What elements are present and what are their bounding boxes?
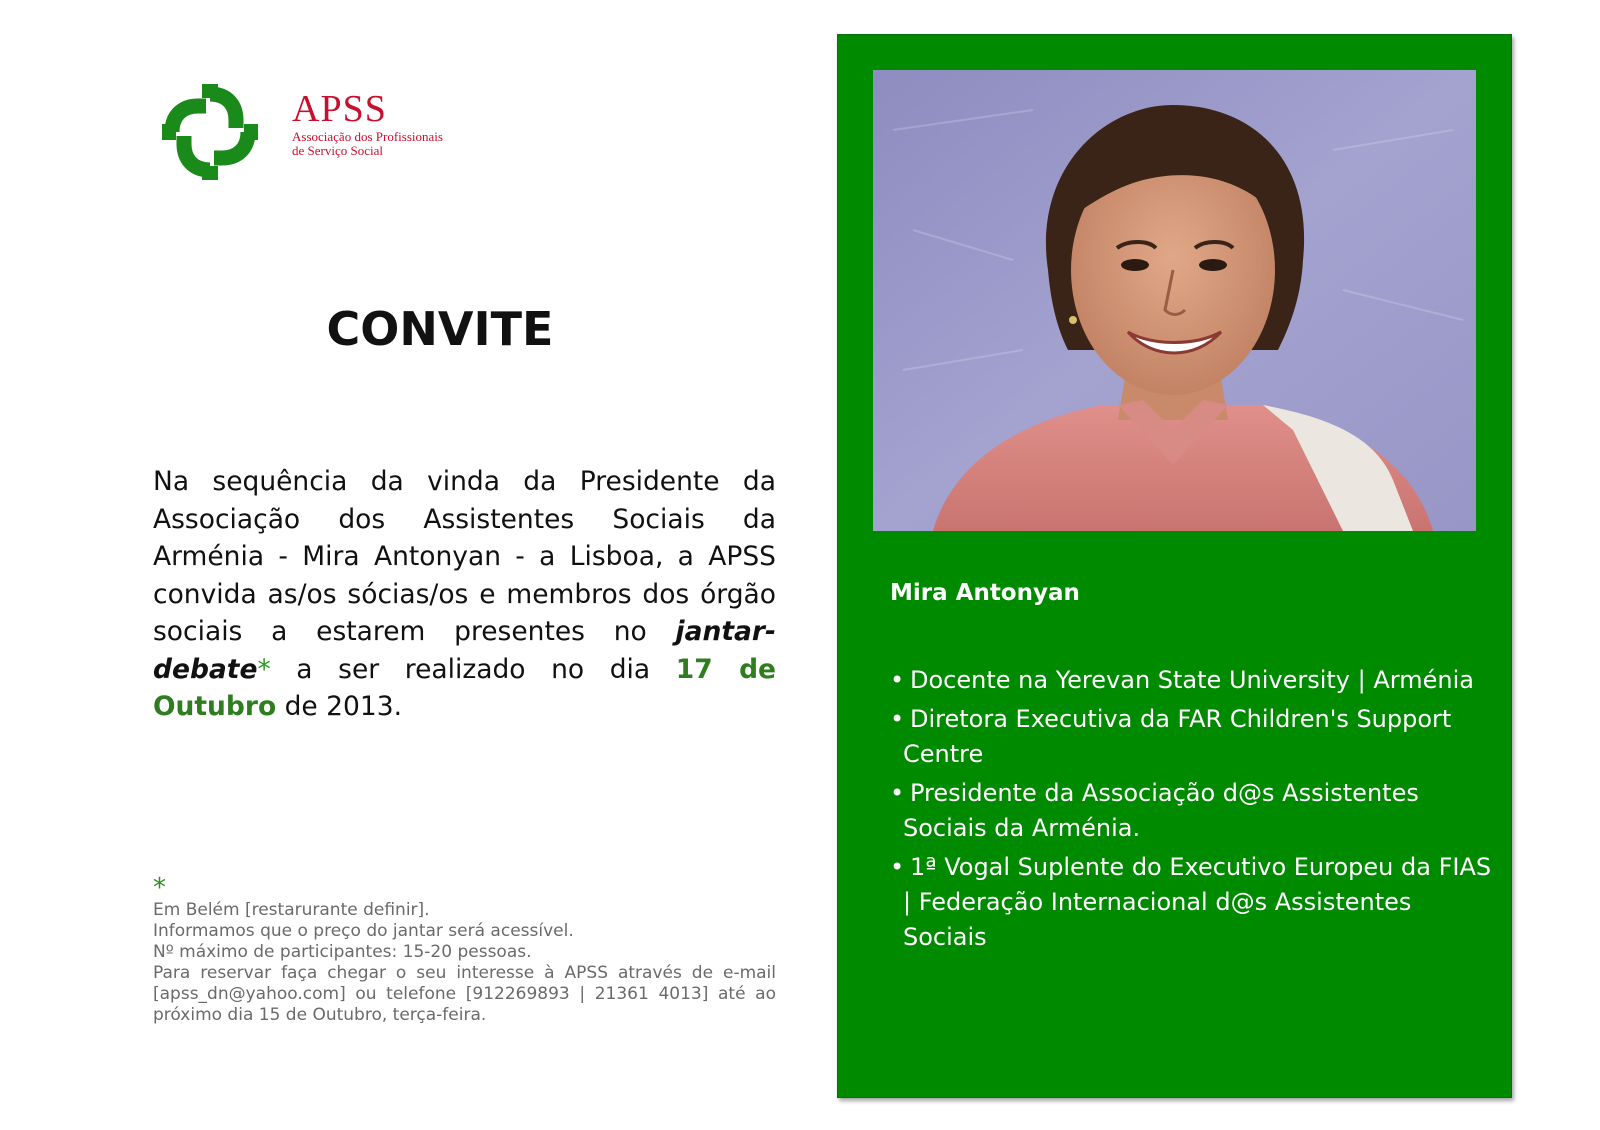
speaker-bio-list [890,663,1500,959]
footnote-line-2: Informamos que o preço do jantar será acessível. [153,921,574,941]
bio-item [890,850,1500,955]
invitation-paragraph [153,463,776,726]
event-type: jantar-debate [153,616,776,685]
speaker-portrait-image [873,70,1476,531]
bio-item [890,663,1500,698]
logo-line-1: Associação dos Profissionais [292,129,443,144]
intro-part-3: de 2013. [276,691,403,722]
bullet-icon: • [890,705,905,733]
bullet-icon: • [890,853,905,881]
event-date: 17 de Outubro [153,653,777,722]
intro-part-2: a ser realizado no dia [270,653,676,685]
bio-item [890,702,1500,772]
logo-wordmark [292,88,443,158]
bullet-icon: • [890,666,905,694]
footnote-line-3: Nº máximo de participantes: 15-20 pessoas. [153,942,532,962]
event-asterisk: * [257,653,271,685]
intro-part-1: Na sequência da vinda da Presidente da Associação dos Assistentes Sociais da Arménia - Mira Antonyan - a Lisboa, a APSS convida as/os sócias/os e membros dos órgão sociais a estarem presentes no [153,466,776,647]
bio-item [890,776,1500,846]
page-title: CONVITE [326,302,554,356]
speaker-photo [873,70,1476,531]
bio-item-text: Diretora Executiva da FAR Children's Support Centre [903,705,1452,768]
speaker-panel [837,34,1512,1098]
bio-item-text: 1ª Vogal Suplente do Executivo Europeu da FIAS | Federação Internacional d@s Assistentes Sociais [903,853,1492,951]
footnote [153,873,776,1026]
apss-logo [158,80,478,190]
apss-logo-icon [158,80,262,184]
footnote-asterisk: * [153,873,166,903]
bullet-icon: • [890,779,905,807]
footnote-line-1: Em Belém [restarurante definir]. [153,900,430,920]
speaker-name: Mira Antonyan [890,580,1080,606]
bio-item-text: Presidente da Associação d@s Assistentes Sociais da Arménia. [903,779,1419,842]
logo-abbreviation: APSS [292,88,387,130]
logo-line-2: de Serviço Social [292,143,383,158]
bio-item-text: Docente na Yerevan State University | Arménia [910,666,1474,694]
footnote-line-4: Para reservar faça chegar o seu interesse à APSS através de e-mail [apss_dn@yahoo.com] ou telefone [912269893 | 21361 4013] até ao próximo dia 15 de Outubro, terça-feira. [153,963,776,1025]
